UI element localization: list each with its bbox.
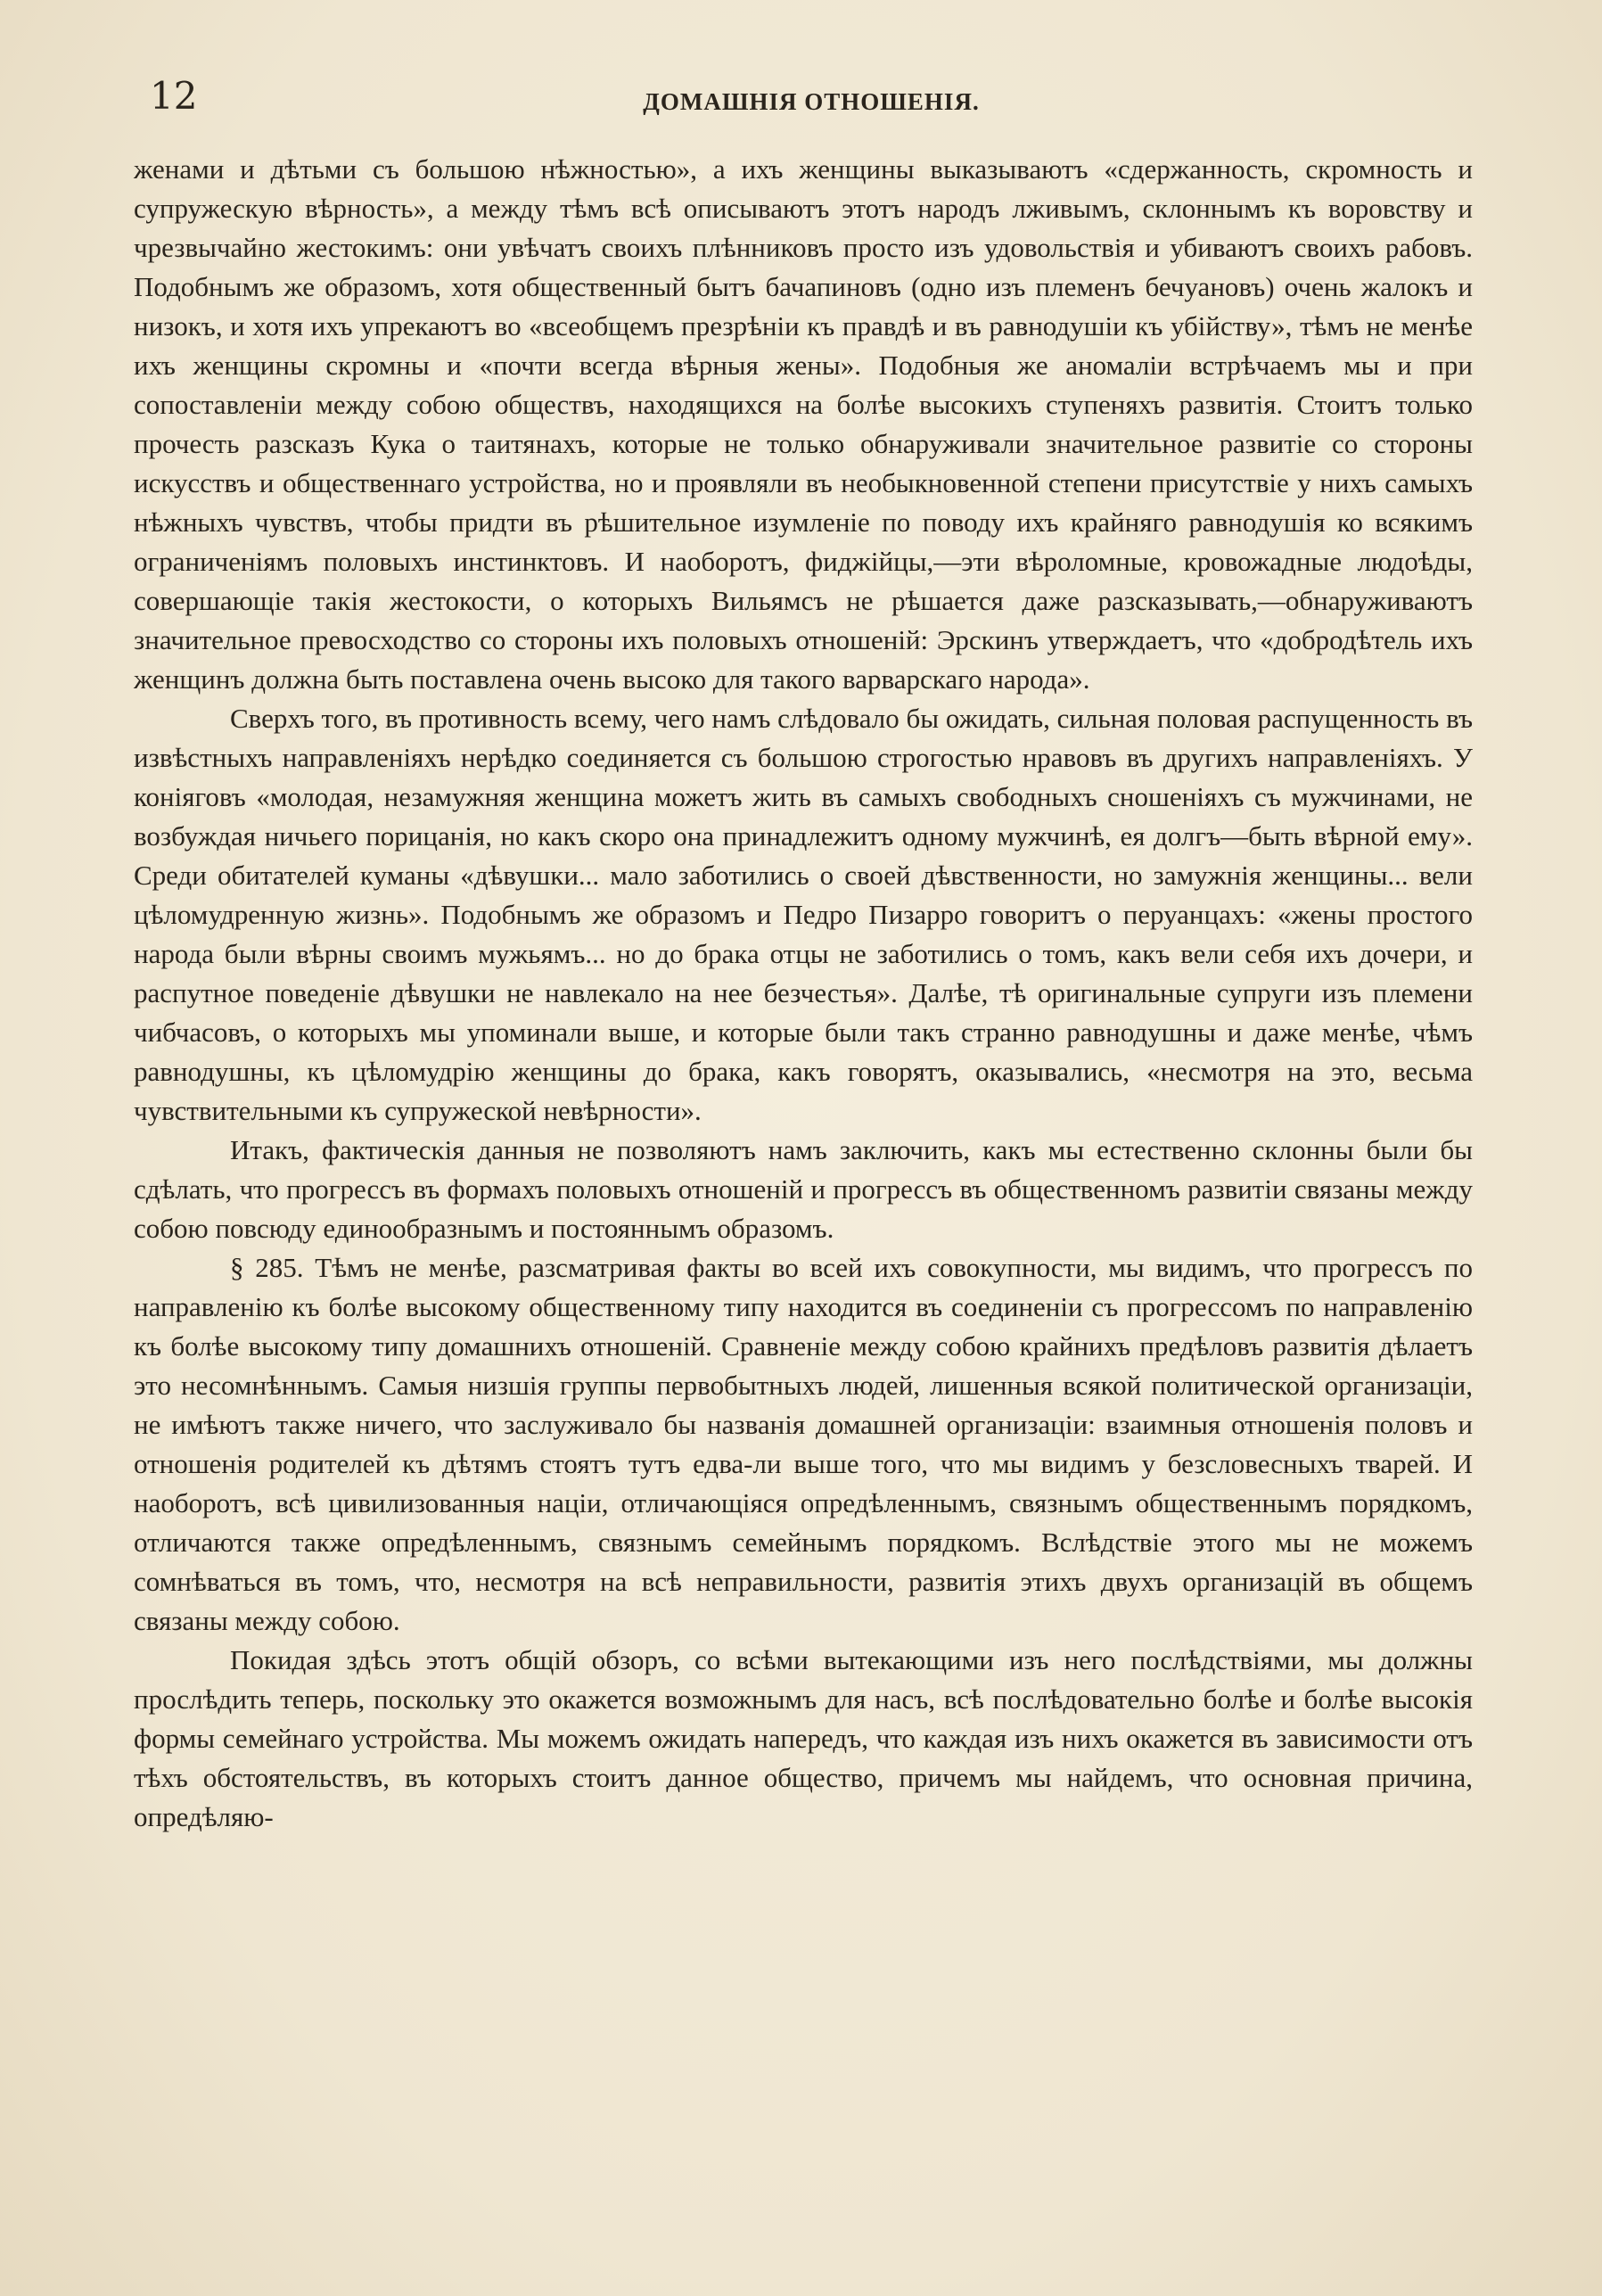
paragraph: Итакъ, фактическія данныя не позволяютъ намъ заключить, какъ мы естественно склонны были бы сдѣлать, что прогрессъ въ формахъ половыхъ отношеній и прогрессъ въ общественномъ развитіи связаны между собою повсюду единообразнымъ и постояннымъ образомъ. <box>134 1134 1473 1244</box>
paragraph: Сверхъ того, въ противность всему, чего намъ слѣдовало бы ожидать, сильная половая распущенность въ извѣстныхъ направленіяхъ нерѣдко соединяется съ большою строгостью нравовъ въ другихъ направленіяхъ. У коніяговъ «молодая, незамужняя женщина можетъ жить въ самыхъ свободныхъ сношеніяхъ съ мужчинами, не возбуждая ничьего порицанія, но какъ скоро она принадлежитъ одному мужчинѣ, ея долгъ—быть вѣрной ему». Среди обитателей куманы «дѣвушки... мало заботились о своей дѣвственности, но замужнія женщины... вели цѣломудренную жизнь». Подобнымъ же образомъ и Педро Пизарро говоритъ о перуанцахъ: «жены простого народа были вѣрны своимъ мужьямъ... но до брака отцы не заботились о томъ, какъ вели себя ихъ дочери, и распутное поведеніе дѣвушки не навлекало на нее безчестья». Далѣе, тѣ оригинальные супруги изъ племени чибчасовъ, о которыхъ мы упоминали выше, и которые были такъ странно равнодушны и даже менѣе, чѣмъ равнодушны, къ цѣломудрію женщины до брака, какъ говорятъ, оказывались, «несмотря на это, весьма чувствительными къ супружеской невѣрности». <box>134 703 1473 1126</box>
running-title: ДОМАШНІЯ ОТНОШЕНІЯ. <box>643 88 980 115</box>
paragraph-section-285: § 285. Тѣмъ не менѣе, разсматривая факты во всей ихъ совокупности, мы видимъ, что прогрессъ по направленію къ болѣе высокому общественному типу находится въ соединеніи съ прогрессомъ по направленію къ болѣе высокому типу домашнихъ отношеній. Сравненіе между собою крайнихъ предѣловъ развитія дѣлаетъ это несомнѣннымъ. Самыя низшія группы первобытныхъ людей, лишенныя всякой политической организаціи, не имѣютъ также ничего, что заслуживало бы названія домашней организаціи: взаимныя отношенія половъ и отношенія родителей къ дѣтямъ стоятъ тутъ едва-ли выше того, что мы видимъ у безсловесныхъ тварей. И наоборотъ, всѣ цивилизованныя націи, отличающіяся опредѣленнымъ, связнымъ общественнымъ порядкомъ, отличаются также опредѣленнымъ, связнымъ семейнымъ порядкомъ. Вслѣдствіе этого мы не можемъ сомнѣваться въ томъ, что, несмотря на всѣ неправильности, развитія этихъ двухъ организацій въ общемъ связаны между собою. <box>134 1252 1473 1636</box>
paragraph-continuation: женами и дѣтьми съ большою нѣжностью», а ихъ женщины выказываютъ «сдержанность, скромность и супружескую вѣрность», а между тѣмъ всѣ описываютъ этотъ народъ лживымъ, склоннымъ къ воровству и чрезвычайно жестокимъ: они увѣчатъ своихъ плѣнниковъ просто изъ удовольствія и убиваютъ своихъ рабовъ. Подобнымъ же образомъ, хотя общественный бытъ бачапиновъ (одно изъ племенъ бечуановъ) очень жалокъ и низокъ, и хотя ихъ упрекаютъ во «всеобщемъ презрѣніи къ правдѣ и въ равнодушіи къ убійству», тѣмъ не менѣе ихъ женщины скромны и «почти всегда вѣрныя жены». Подобныя же аномаліи встрѣчаемъ мы и при сопоставленіи между собою обществъ, находящихся на болѣе высокихъ ступеняхъ развитія. Стоитъ только прочесть разсказъ Кука о таитянахъ, которые не только обнаруживали значительное развитіе со стороны искусствъ и общественнаго устройства, но и проявляли въ необыкновенной степени присутствіе у нихъ самыхъ нѣжныхъ чувствъ, чтобы придти въ рѣшительное изумленіе по поводу ихъ крайняго равнодушія ко всякимъ ограниченіямъ половыхъ инстинктовъ. И наоборотъ, фиджійцы,—эти вѣроломные, кровожадные людоѣды, совершающіе такія жестокости, о которыхъ Вильямсъ не рѣшается даже разсказывать,—обнаруживаютъ значительное превосходство со стороны ихъ половыхъ отношеній: Эрскинъ утверждаетъ, что «добродѣтель ихъ женщинъ должна быть поставлена очень высоко для такого варварскаго народа». <box>134 153 1473 695</box>
page-number: 12 <box>150 74 198 118</box>
paragraph: Покидая здѣсь этотъ общій обзоръ, со всѣми вытекающими изъ него послѣдствіями, мы должны прослѣдить теперь, поскольку это окажется возможнымъ для насъ, всѣ послѣдовательно болѣе и болѣе высокія формы семейнаго устройства. Мы можемъ ожидать напередъ, что каждая изъ нихъ окажется въ зависимости отъ тѣхъ обстоятельствъ, въ которыхъ стоитъ данное общество, причемъ мы найдемъ, что основная причина, опредѣляю- <box>134 1644 1473 1832</box>
page-header <box>150 70 1473 123</box>
body-text <box>134 150 1473 1837</box>
